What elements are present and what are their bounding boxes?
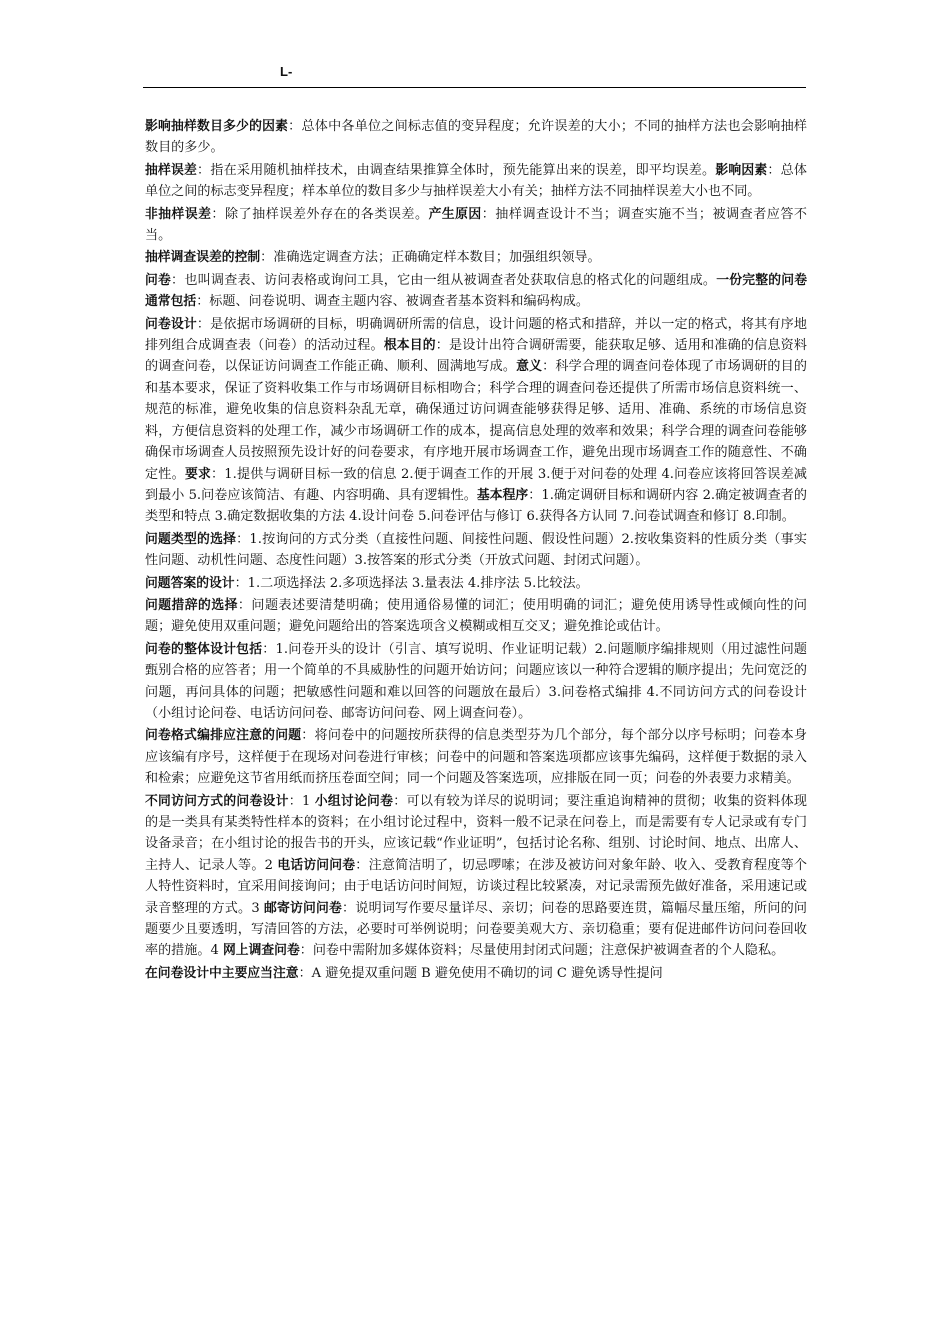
term-label: 非抽样误差 — [145, 206, 212, 222]
term-text: ：问题表述要清楚明确；使用通俗易懂的词汇；使用明确的词汇；避免使用诱导性或倾向性的问题；避免使用双重问题；避免问题给出的答案选项含义模糊或相互交叉；避免推论或估计。 — [145, 597, 808, 635]
term-label: 问卷设计 — [145, 316, 197, 332]
paragraph — [145, 204, 807, 247]
paragraph — [145, 639, 807, 725]
paragraph — [145, 791, 807, 962]
term-text: ：1.确定调研目标和调研内容 2.确定被调查者的类型和特点 3.确定数据收集的方法 4.设计问卷 5.问卷评估与修订 6.获得各方认同 7.问卷试调查和修订 8.印制。 — [145, 487, 808, 525]
term-label: 影响抽样数目多少的因素 — [145, 119, 289, 134]
paragraph — [145, 270, 807, 313]
term-text: ：可以有较为详尽的说明词；要注重追询精神的贯彻；收集的资料体现的是一类具有某类特性样本的资料；在小组讨论过程中，资料一般不记录在问卷上，而是需要有专人记录或有专门设备录音；在小组讨论的报告书的开头，应该记载“作业证明”，包括讨论名称、组别、讨论时间、地点、出席人、主持人、记录人等。2 — [145, 793, 808, 873]
term-label: 小组讨论问卷 — [314, 793, 394, 809]
paragraph — [145, 963, 807, 984]
term-text: ：除了抽样误差外存在的各类误差。 — [211, 206, 429, 222]
term-text: ：A 避免提双重问题 B 避免使用不确切的词 C 避免诱导性提问 — [298, 965, 663, 981]
term-text: ：总体单位之间的标志变异程度；样本单位的数目多少与抽样误差大小有关；抽样方法不同抽样误差大小也不同。 — [145, 162, 808, 200]
term-text: ：将问卷中的问题按所获得的信息类型芬为几个部分，每个部分以序号标明；问卷本身应该编有序号，这样便于在现场对问卷进行审核；问卷中的问题和答案选项都应该事先编码，这样便于数据的录入和检索；应避免这节省用纸而挤压卷面空间；同一个问题及答案选项，应排版在同一页；问卷的外表要力求精美。 — [145, 728, 808, 787]
paragraph — [145, 725, 807, 789]
term-label: 问卷格式编排应注意的问题 — [145, 728, 302, 744]
paragraph — [145, 116, 807, 159]
term-text: ：1 — [288, 793, 315, 809]
term-label: 问题措辞的选择 — [145, 597, 238, 613]
term-label: 网上调查问卷 — [222, 943, 300, 959]
term-label: 问卷的整体设计包括 — [145, 641, 263, 657]
paragraph — [145, 573, 807, 594]
term-label: 基本程序 — [476, 487, 529, 503]
term-text: ：标题、问卷说明、调查主题内容、被调查者基本资料和编码构成。 — [196, 294, 589, 310]
term-label: 意义 — [516, 359, 543, 375]
term-label: 邮寄访问问卷 — [264, 900, 342, 916]
term-label: 抽样调查误差的控制 — [145, 250, 261, 266]
term-text: ：注意简洁明了，切忌啰嗦；在涉及被访问对象年龄、收入、受教育程度等个人特性资料时，宜采用间接询问；由于电话访问时间短，访谈过程比较紧凑，对记录需预先做好准备，采用速记或录音整理的方式。3 — [145, 857, 808, 916]
term-text: ：准确选定调查方法；正确确定样本数目；加强组织领导。 — [260, 250, 601, 266]
term-label: 问卷 — [145, 272, 172, 288]
term-text: ：1.提供与调研目标一致的信息 2.便于调查工作的开展 3.便于对问卷的处理 4.问卷应该将回答误差减到最小 5.问卷应该简洁、有趣、内容明确、具有逻辑性。 — [145, 466, 808, 503]
term-text: ：1.二项选择法 2.多项选择法 3.量表法 4.排序法 5.比较法。 — [234, 575, 589, 591]
paragraph — [145, 314, 807, 528]
term-label: 抽样误差 — [145, 162, 197, 178]
term-label: 电话访问问卷 — [277, 857, 356, 873]
term-label: 产生原因 — [428, 206, 482, 222]
term-text: ：也叫调查表、访问表格或询问工具，它由一组从被调查者处获取信息的格式化的问题组成。 — [171, 272, 717, 288]
term-text: ：问卷中需附加多媒体资料；尽量使用封闭式问题；注意保护被调查者的个人隐私。 — [299, 943, 785, 959]
header-divider — [143, 87, 806, 88]
term-text: ：是设计出符合调研需要，能获取足够、适用和准确的信息资料的调查问卷，以保证访问调查工作能正确、顺利、圆满地写成。 — [145, 338, 808, 375]
term-label: 根本目的 — [383, 338, 436, 354]
header-mark: L- — [280, 64, 293, 79]
term-label: 问题类型的选择 — [145, 531, 237, 547]
paragraph — [145, 595, 807, 638]
term-text: ：说明词写作要尽量详尽、亲切；问卷的思路要连贯，篇幅尽量压缩，所问的问题要少且要透明，写清回答的方法，必要时可举例说明；问卷要美观大方、亲切稳重；要有促进邮件访问问卷回收率的措施。4 — [145, 900, 808, 959]
term-text: ：是依据市场调研的目标，明确调研所需的信息，设计问题的格式和措辞，并以一定的格式，将其有序地排列组合成调查表（问卷）的活动过程。 — [145, 316, 808, 354]
term-text: ：科学合理的调查问卷体现了市场调研的目的和基本要求，保证了资料收集工作与市场调研目标相吻合；科学合理的调查问卷还提供了所需市场信息资料统一、规范的标准，避免收集的信息资料杂乱无章，确保通过访问调查能够获得足够、适用、准确、系统的市场信息资料，方便信息资料的处理工作，减少市场调研工作的成本，提高信息处理的效率和效果；科学合理的调查问卷能够确保市场调查人员按照预先设计好的问卷要求，有序地开展市场调查工作，避免出现市场调查工作的随意性、不确定性。 — [145, 359, 808, 482]
term-label: 要求 — [184, 466, 211, 482]
term-text: ：指在采用随机抽样技术，由调查结果推算全体时，预先能算出来的误差，即平均误差。 — [196, 162, 716, 178]
term-label: 一份完整的问卷通常包括 — [145, 272, 808, 310]
term-label: 问题答案的设计 — [145, 575, 235, 591]
paragraph — [145, 529, 807, 572]
document-body — [145, 116, 807, 985]
term-label: 在问卷设计中主要应当注意 — [145, 965, 299, 981]
paragraph — [145, 160, 807, 203]
term-label: 不同访问方式的问卷设计 — [145, 793, 289, 809]
term-text: ：1.按询问的方式分类（直接性问题、间接性问题、假设性问题）2.按收集资料的性质分类（事实性问题、动机性问题、态度性问题）3.按答案的形式分类（开放式问题、封闭式问题）。 — [145, 531, 808, 569]
term-text: ：1.问卷开头的设计（引言、填写说明、作业证明记载）2.问题顺序编排规则（用过滤性问题甄别合格的应答者；用一个简单的不具威胁性的问题开始访问；问题应该以一种符合逻辑的顺序提出；先问宽泛的问题，再问具体的问题；把敏感性问题和难以回答的问题放在最后）3.问卷格式编排 4.不同访问方式的问卷设计（小组讨论问卷、电话访问问卷、邮寄访问问卷、网上调查问卷）。 — [145, 641, 808, 721]
term-text: ：总体中各单位之间标志值的变异程度；允许误差的大小；不同的抽样方法也会影响抽样数目的多少。 — [145, 119, 807, 156]
term-label: 影响因素 — [715, 162, 768, 178]
term-text: ：抽样调查设计不当；调查实施不当；被调查者应答不当。 — [145, 206, 808, 244]
paragraph — [145, 247, 807, 268]
